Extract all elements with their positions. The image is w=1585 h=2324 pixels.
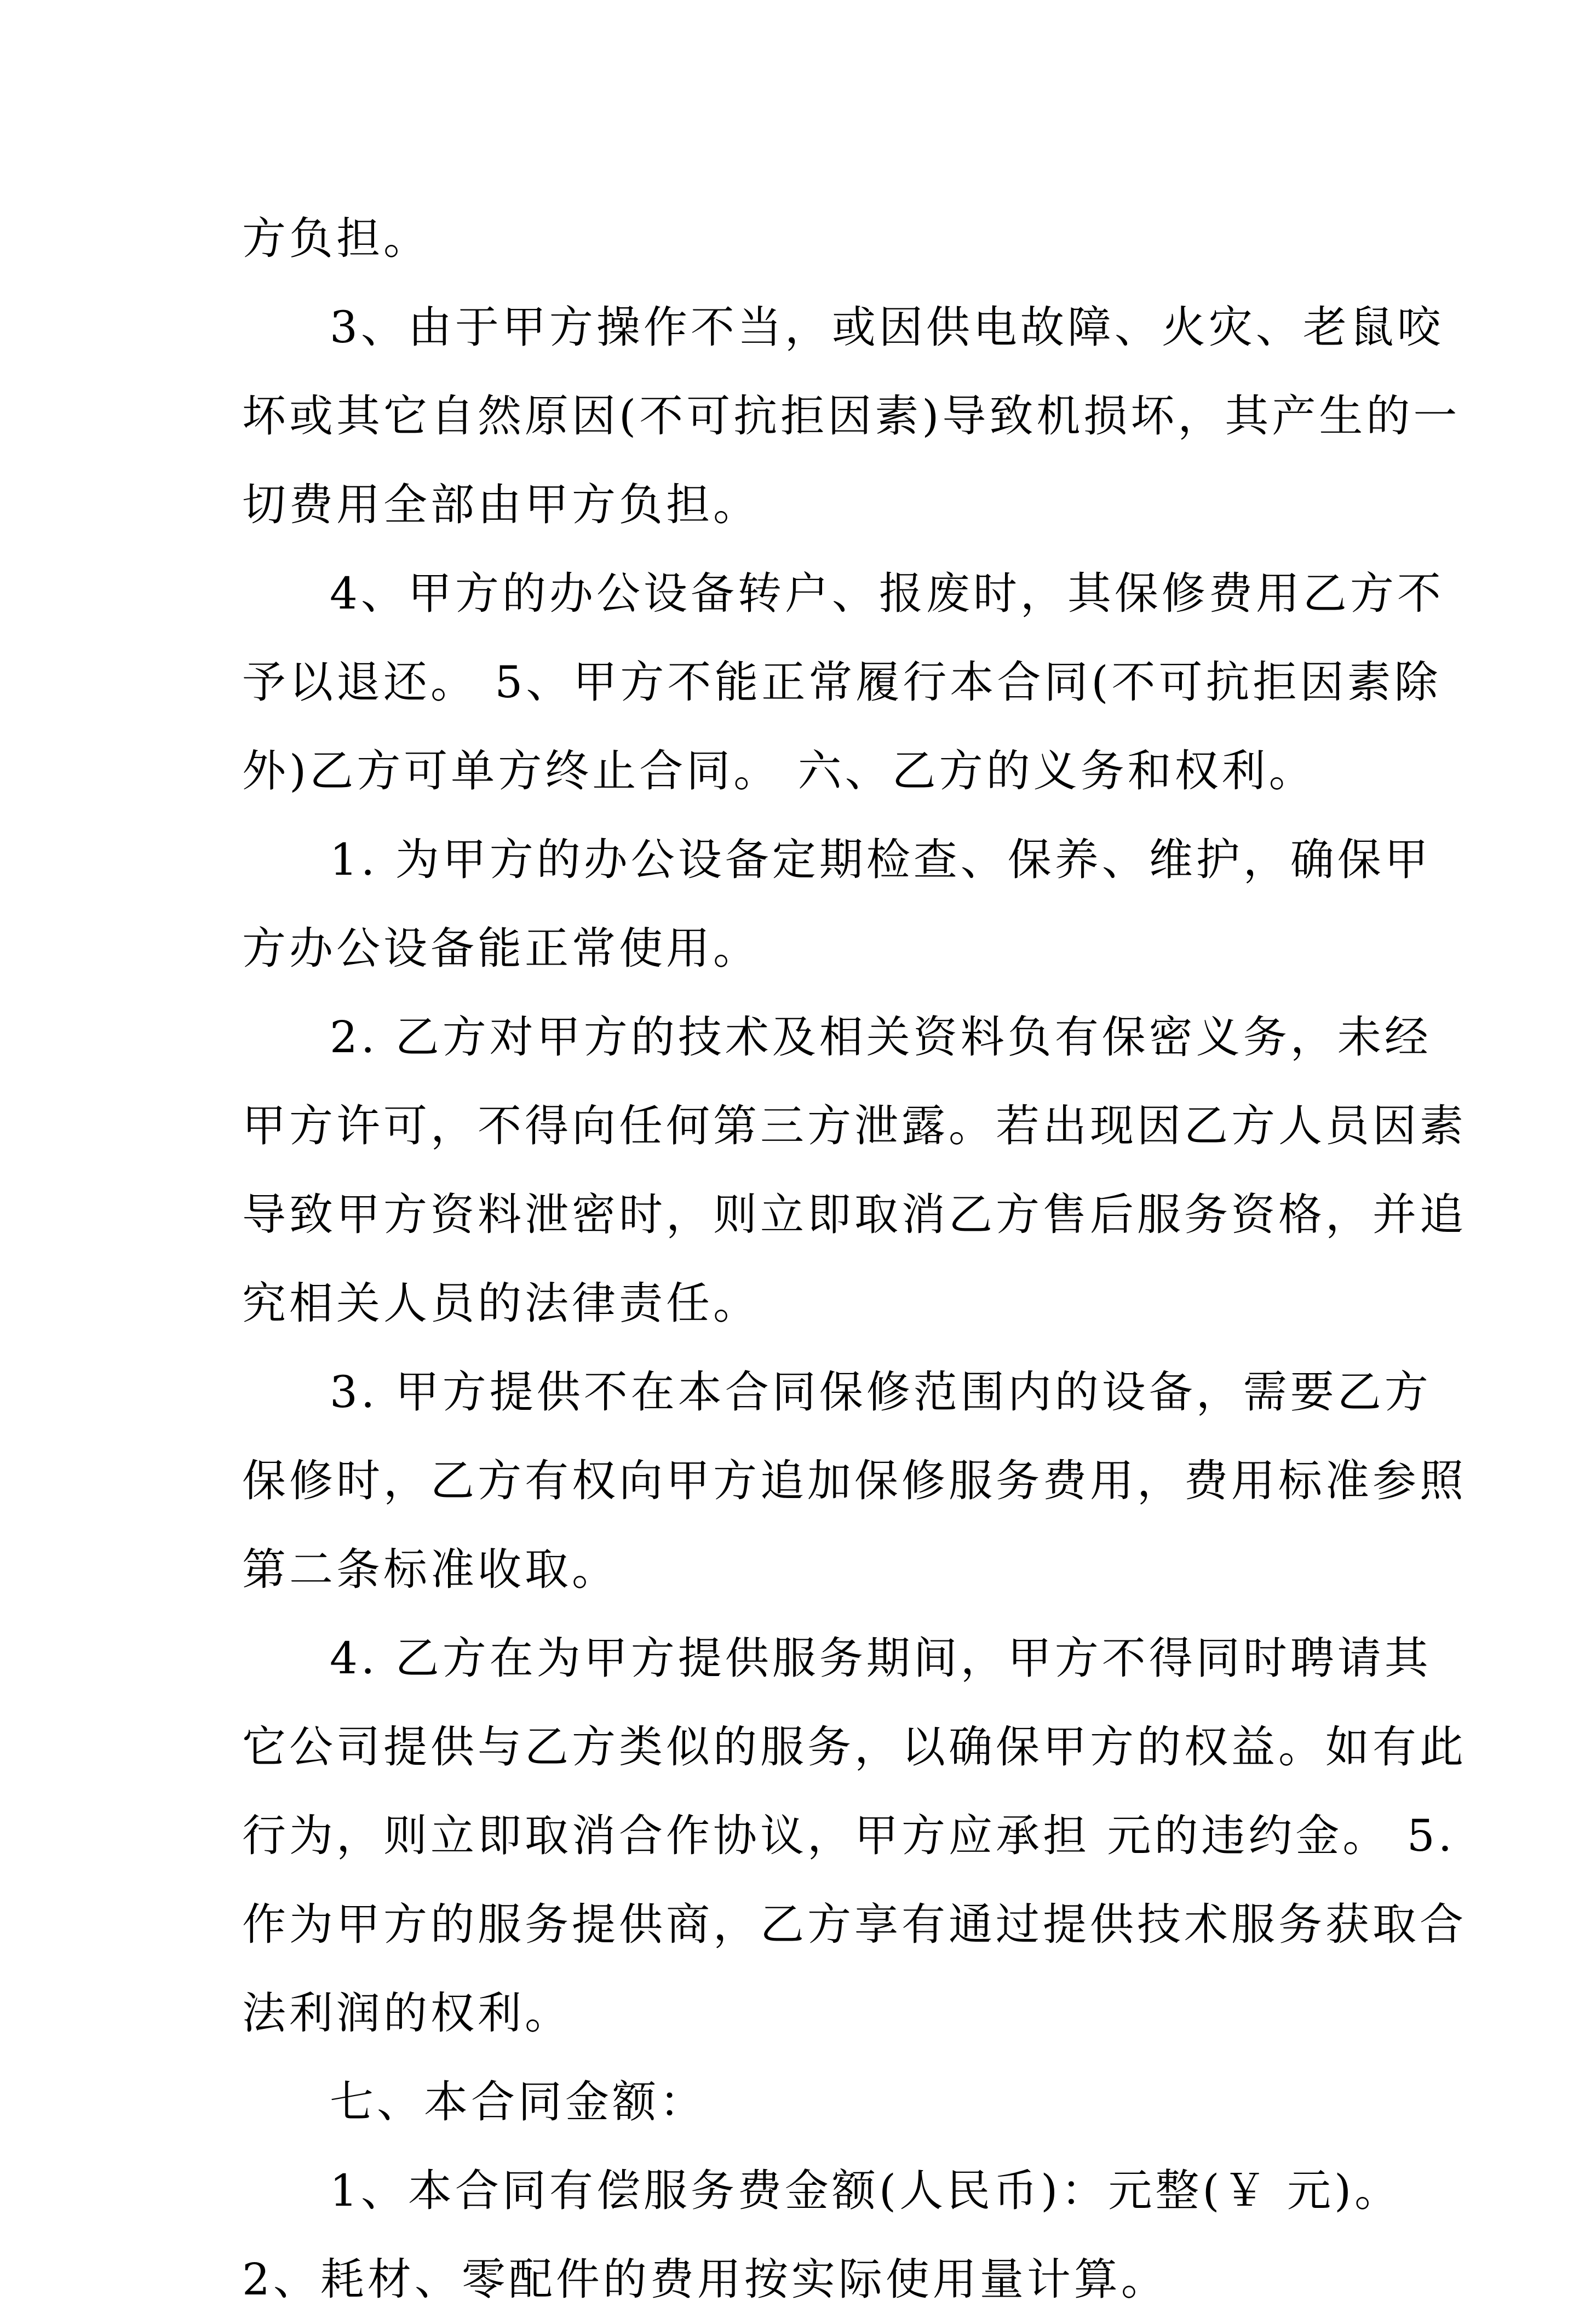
- text-line: 导致甲方资料泄密时，则立即取消乙方售后服务资格，并追: [242, 1189, 1467, 1240]
- text-line: 外)乙方可单方终止合同。 六、乙方的义务和权利。: [242, 745, 1316, 796]
- text-line: 行为，则立即取消合作协议，甲方应承担 元的违约金。 5.: [242, 1810, 1456, 1861]
- text-line: 第二条标准收取。: [242, 1544, 619, 1595]
- text-line: 3、由于甲方操作不当，或因供电故障、火灾、老鼠咬: [330, 302, 1444, 353]
- text-line: 切费用全部由甲方负担。: [242, 479, 760, 530]
- text-line: 2. 乙方对甲方的技术及相关资料负有保密义务，未经: [330, 1012, 1432, 1063]
- text-line: 4. 乙方在为甲方提供服务期间，甲方不得同时聘请其: [330, 1633, 1432, 1684]
- document-body: [242, 194, 1467, 2324]
- section-heading: 七、本合同金额：: [330, 2076, 707, 2127]
- text-line: 作为甲方的服务提供商，乙方享有通过提供技术服务获取合: [242, 1899, 1467, 1950]
- text-line: 究相关人员的法律责任。: [242, 1278, 760, 1329]
- text-line: 方办公设备能正常使用。: [242, 923, 760, 974]
- text-line: 4、甲方的办公设备转户、报废时，其保修费用乙方不: [330, 568, 1444, 619]
- text-line: 方负担。: [242, 213, 430, 264]
- text-line: 法利润的权利。: [242, 1988, 572, 2039]
- text-line: 1、本合同有偿服务费金额(人民币)：元整(￥ 元)。: [330, 2165, 1402, 2216]
- text-line: 2、耗材、零配件的费用按实际使用量计算。: [242, 2254, 1168, 2305]
- text-line: 予以退还。 5、甲方不能正常履行本合同(不可抗拒因素除: [242, 657, 1442, 708]
- text-line: 坏或其它自然原因(不可抗拒因素)导致机损坏，其产生的一: [242, 391, 1461, 441]
- text-line: 甲方许可，不得向任何第三方泄露。若出现因乙方人员因素: [242, 1100, 1467, 1151]
- text-line: 保修时，乙方有权向甲方追加保修服务费用，费用标准参照: [242, 1455, 1467, 1506]
- text-line: 它公司提供与乙方类似的服务，以确保甲方的权益。如有此: [242, 1722, 1467, 1772]
- text-line: 3. 甲方提供不在本合同保修范围内的设备，需要乙方: [330, 1367, 1432, 1418]
- text-line: 1. 为甲方的办公设备定期检查、保养、维护，确保甲: [330, 834, 1432, 885]
